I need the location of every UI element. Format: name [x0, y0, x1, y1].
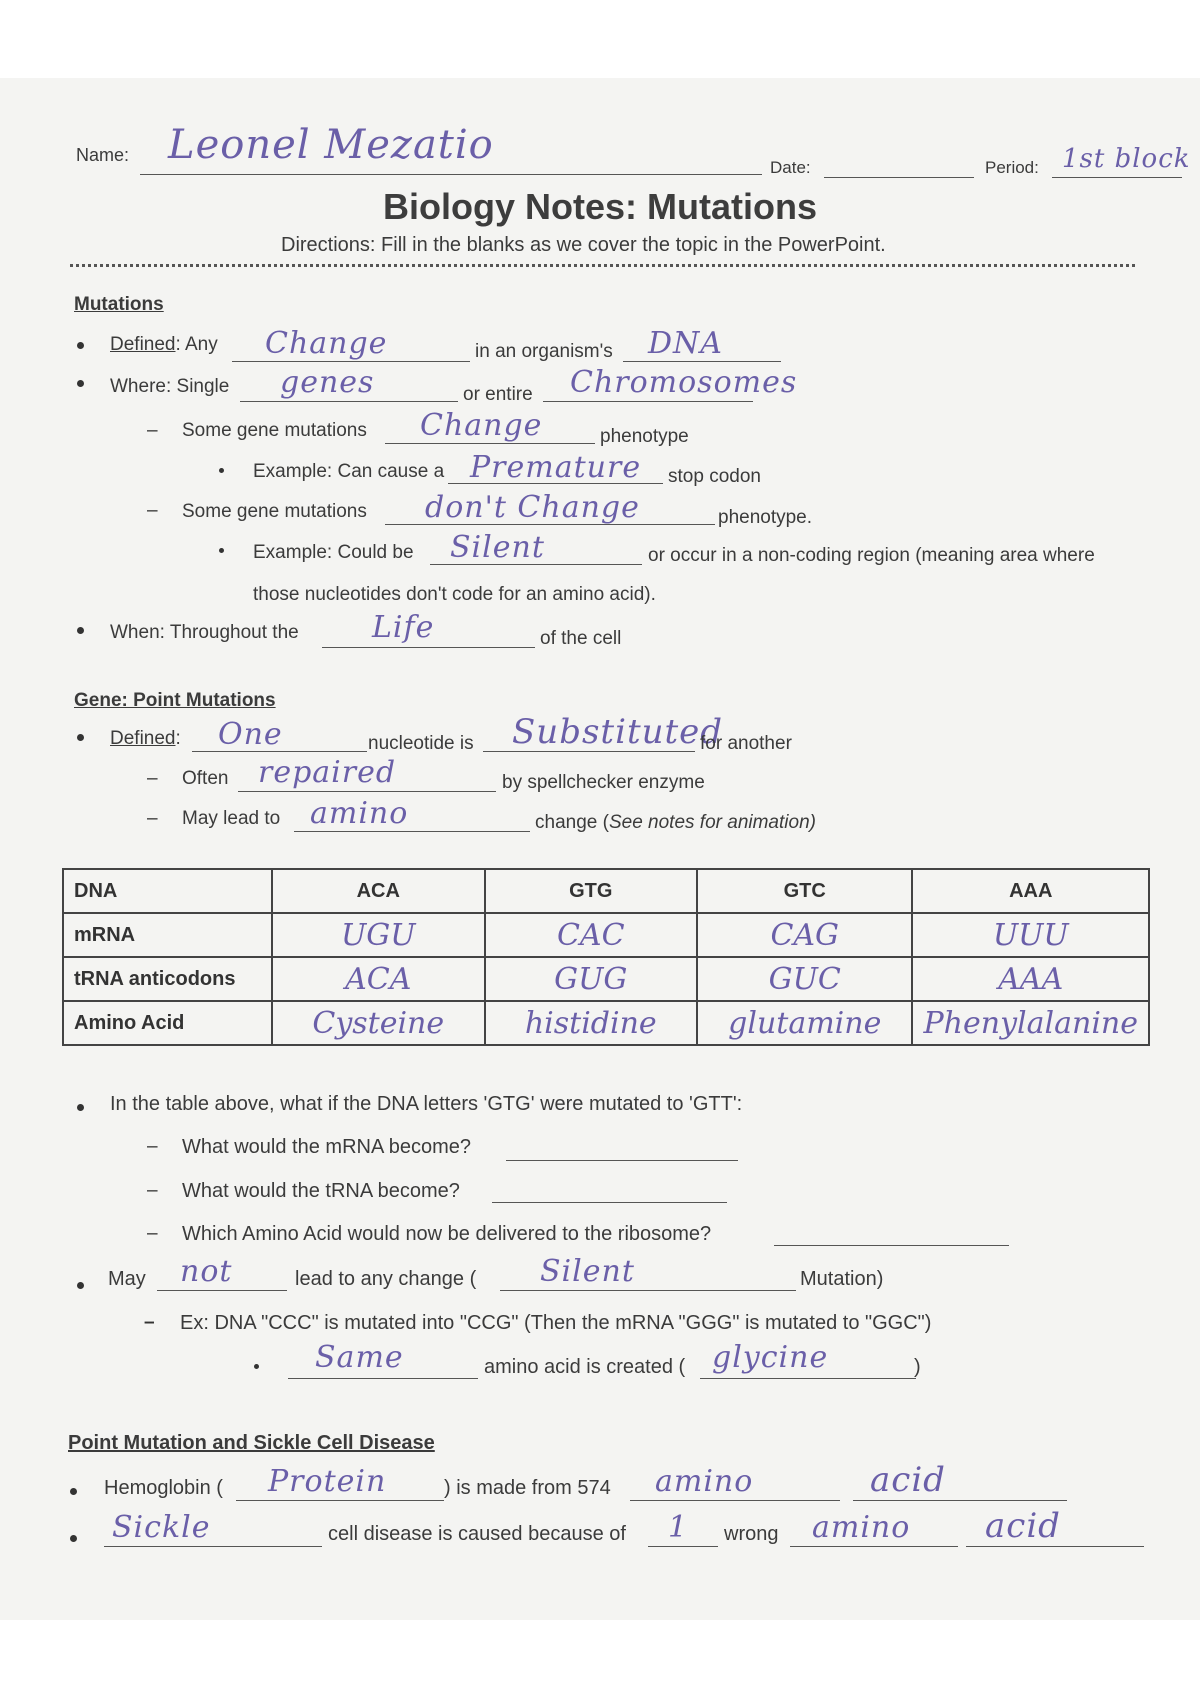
table-cell: GTG [485, 869, 698, 913]
blank [648, 1546, 718, 1547]
blank [543, 401, 753, 402]
sickle-wrong: wrong [724, 1523, 779, 1545]
answer-repaired: repaired [258, 755, 397, 790]
may-lead-end: change (See notes for animation) [535, 812, 816, 833]
date-blank [824, 177, 974, 178]
blank [240, 401, 458, 402]
table-row [63, 869, 1149, 913]
ex1-text: Example: Can cause a [253, 461, 445, 482]
where-text: Where: Single [110, 376, 230, 397]
period-blank [1052, 177, 1182, 178]
table-cell-handwritten[interactable]: Cysteine [272, 1001, 485, 1045]
point-defined-end: for another [700, 733, 792, 754]
question-intro: In the table above, what if the DNA letters 'GTG' were mutated to 'GTT': [110, 1093, 743, 1115]
date-label: Date: [770, 158, 811, 177]
answer-blank-amino-acid[interactable] [774, 1245, 1009, 1246]
dash: – [147, 1223, 158, 1244]
question-amino-acid: Which Amino Acid would now be delivered to the ribosome? [182, 1223, 712, 1245]
worksheet-page [0, 78, 1200, 1620]
dash: – [147, 420, 158, 441]
section-heading-sickle-cell: Point Mutation and Sickle Cell Disease [68, 1432, 435, 1454]
answer-substituted: Substituted [512, 712, 724, 752]
sickle-mid: cell disease is caused because of [328, 1523, 626, 1545]
some1-text: Some gene mutations [182, 420, 367, 441]
hemoglobin-mid: ) is made from 574 [444, 1477, 611, 1499]
bullet [77, 342, 84, 349]
blank [790, 1546, 958, 1547]
table-cell-handwritten[interactable]: UGU [272, 913, 485, 957]
table-cell: ACA [272, 869, 485, 913]
bullet [70, 1488, 77, 1495]
dash: – [147, 1136, 158, 1157]
row-label: DNA [63, 869, 272, 913]
name-blank [140, 174, 762, 175]
blank [232, 361, 470, 362]
ex2-text: Example: Could be [253, 542, 414, 563]
bullet [77, 627, 84, 634]
answer-silent: Silent [450, 530, 545, 565]
table-cell-handwritten[interactable]: AAA [912, 957, 1149, 1001]
table-cell-handwritten[interactable]: Phenylalanine [912, 1001, 1149, 1045]
section-heading-point-mutations: Gene: Point Mutations [74, 690, 276, 711]
bullet [70, 1535, 77, 1542]
answer-same: Same [315, 1340, 404, 1375]
answer-blank-mrna[interactable] [506, 1160, 738, 1161]
answer-change-2: Change [420, 408, 543, 443]
blank [294, 831, 530, 832]
table-row [63, 913, 1149, 957]
table-row [63, 1001, 1149, 1045]
defined-line: Defined: Any [110, 334, 218, 355]
blank [238, 791, 496, 792]
bullet [77, 1104, 84, 1111]
name-label: Name: [76, 145, 130, 165]
table-cell-handwritten[interactable]: GUC [697, 957, 912, 1001]
answer-acid-2: acid [985, 1506, 1061, 1546]
same-end: ) [914, 1356, 921, 1378]
answer-premature: Premature [470, 450, 642, 485]
often-text: Often [182, 768, 229, 789]
answer-dna: DNA [648, 326, 723, 361]
blank [853, 1500, 1067, 1501]
blank [288, 1378, 478, 1379]
blank [966, 1546, 1144, 1547]
answer-amino-2: amino [655, 1464, 754, 1499]
may-lead-text: May lead to [182, 808, 281, 829]
dash: – [144, 1312, 155, 1333]
answer-silent-2: Silent [540, 1254, 635, 1289]
directions: Directions: Fill in the blanks as we cover the topic in the PowerPoint. [281, 234, 886, 256]
table-cell-handwritten[interactable]: CAC [485, 913, 698, 957]
bullet [219, 468, 224, 473]
blank [630, 1500, 840, 1501]
period-label: Period: [985, 158, 1039, 177]
period-handwritten: 1st block [1062, 144, 1191, 174]
table-cell-handwritten[interactable]: glutamine [697, 1001, 912, 1045]
blank [157, 1290, 287, 1291]
table-cell: AAA [912, 869, 1149, 913]
ex2-end: or occur in a non-coding region (meaning area where [648, 545, 1095, 566]
answer-glycine: glycine [712, 1340, 829, 1375]
example-ccc: Ex: DNA "CCC" is mutated into "CCG" (Then the mRNA "GGG" is mutated to "GGC") [180, 1312, 932, 1334]
table-cell-handwritten[interactable]: UUU [912, 913, 1149, 957]
dotted-divider [70, 264, 1135, 267]
ex1-end: stop codon [668, 466, 761, 487]
blank [236, 1500, 444, 1501]
when-text: When: Throughout the [110, 622, 299, 643]
hemoglobin-text: Hemoglobin ( [104, 1477, 223, 1499]
where-mid-text: or entire [463, 384, 533, 405]
answer-blank-trna[interactable] [492, 1202, 727, 1203]
answer-protein: Protein [268, 1464, 387, 1499]
question-mrna: What would the mRNA become? [182, 1136, 472, 1158]
blank [700, 1378, 916, 1379]
blank [104, 1546, 322, 1547]
answer-acid: acid [870, 1460, 946, 1500]
answer-sickle: Sickle [112, 1510, 211, 1545]
answer-genes: genes [280, 365, 375, 400]
answer-life: Life [372, 610, 435, 645]
blank [500, 1290, 796, 1291]
name-handwritten: Leonel Mezatio [168, 122, 494, 168]
blank [385, 443, 595, 444]
dash: – [147, 768, 158, 789]
may-text: May [108, 1268, 146, 1290]
codon-table [62, 868, 1150, 1046]
table-cell-handwritten[interactable]: GUG [485, 957, 698, 1001]
bullet [219, 548, 224, 553]
point-defined-mid: nucleotide is [368, 733, 474, 754]
may-mid: lead to any change ( [295, 1268, 477, 1290]
row-label: mRNA [63, 913, 272, 957]
answer-dont-change: don't Change [425, 490, 640, 525]
when-end: of the cell [540, 628, 622, 649]
row-label: tRNA anticodons [63, 957, 272, 1001]
dash: – [147, 500, 158, 521]
point-defined-line: Defined: [110, 728, 181, 749]
answer-chromosomes: Chromosomes [570, 365, 798, 400]
ex2-cont: those nucleotides don't code for an amino acid). [253, 584, 656, 605]
defined-mid-text: in an organism's [475, 341, 613, 362]
table-cell-handwritten[interactable]: ACA [272, 957, 485, 1001]
bullet [77, 380, 84, 387]
question-trna: What would the tRNA become? [182, 1180, 460, 1202]
same-mid: amino acid is created ( [484, 1356, 686, 1378]
answer-change: Change [265, 326, 388, 361]
answer-one-wrong: 1 [668, 1510, 689, 1545]
dash: – [147, 808, 158, 829]
answer-not: not [180, 1254, 233, 1289]
answer-one: One [218, 717, 283, 752]
table-row [63, 957, 1149, 1001]
bullet [77, 734, 84, 741]
section-heading-mutations: Mutations [74, 294, 164, 315]
some2-text: Some gene mutations [182, 501, 367, 522]
some2-end: phenotype. [718, 507, 813, 528]
table-cell-handwritten[interactable]: histidine [485, 1001, 698, 1045]
table-cell: GTC [697, 869, 912, 913]
table-cell-handwritten[interactable]: CAG [697, 913, 912, 957]
blank [322, 647, 535, 648]
some1-end: phenotype [600, 426, 689, 447]
answer-amino-3: amino [812, 1510, 911, 1545]
often-end: by spellchecker enzyme [502, 772, 705, 793]
bullet [254, 1364, 259, 1369]
may-end: Mutation) [800, 1268, 884, 1290]
page-title: Biology Notes: Mutations [383, 186, 817, 227]
row-label: Amino Acid [63, 1001, 272, 1045]
bullet [77, 1282, 84, 1289]
answer-amino: amino [310, 796, 409, 831]
blank [623, 361, 781, 362]
dash: – [147, 1180, 158, 1201]
